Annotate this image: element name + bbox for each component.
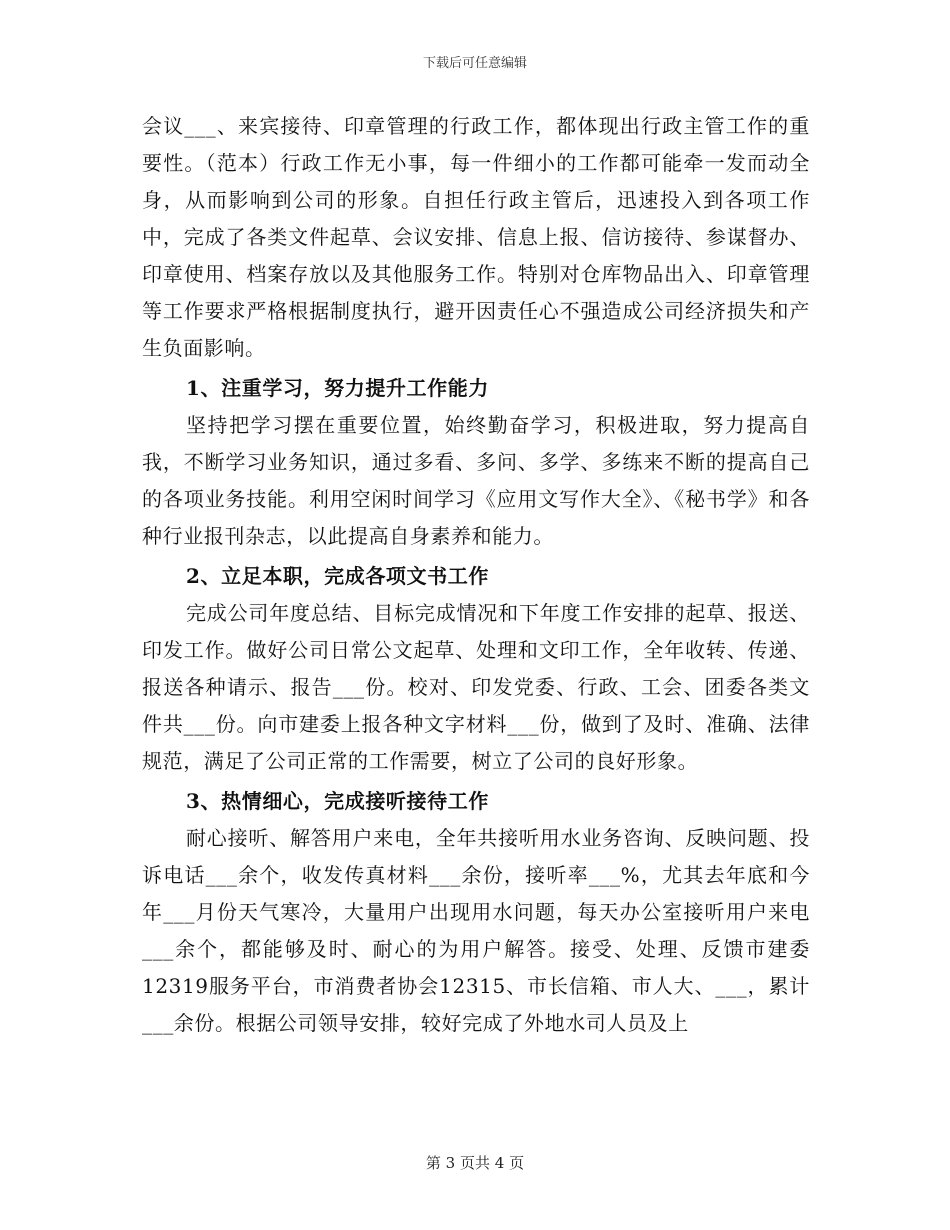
page-footer: 第 3 页共 4 页: [425, 1154, 525, 1172]
section-heading-2: 2、立足本职，完成各项文书工作: [186, 564, 489, 588]
paragraph-section-1: 坚持把学习摆在重要位置，始终勤奋学习，积极进取，努力提高自我，不断学习业务知识，通过多看、多问、多学、多练来不断的提高自己的各项业务技能。利用空闲时间学习《应用文写作大全》、《秘书学》和各种行业报刊杂志，以此提高自身素养和能力。: [142, 413, 810, 548]
document-body: [142, 108, 810, 1042]
page-header: 下载后可任意编辑: [422, 56, 527, 71]
paragraph-section-3: 耐心接听、解答用户来电，全年共接听用水业务咨询、反映问题、投诉电话___余个，收发传真材料___余份，接听率___%，尤其去年底和今年___月份天气寒冷，大量用户出现用水问题，每天办公室接听用户来电___余个，都能够及时、耐心的为用户解答。接受、处理、反馈市建委12319服务平台，市消费者协会12315、市长信箱、市人大、___，累计___余份。根据公司领导安排，较好完成了外地水司人员及上: [142, 826, 810, 1035]
paragraph-section-2: 完成公司年度总结、目标完成情况和下年度工作安排的起草、报送、印发工作。做好公司日常公文起草、处理和文印工作，全年收转、传递、报送各种请示、报告___份。校对、印发党委、行政、工会、团委各类文件共___份。向市建委上报各种文字材料___份，做到了及时、准确、法律规范，满足了公司正常的工作需要，树立了公司的良好形象。: [142, 601, 810, 773]
section-heading-3: 3、热情细心，完成接听接待工作: [186, 789, 489, 813]
paragraph-intro: 会议___、来宾接待、印章管理的行政工作，都体现出行政主管工作的重要性。（范本）行政工作无小事，每一件细小的工作都可能牵一发而动全身，从而影响到公司的形象。自担任行政主管后，迅速投入到各项工作中，完成了各类文件起草、会议安排、信息上报、信访接待、参谋督办、印章使用、档案存放以及其他服务工作。特别对仓库物品出入、印章管理等工作要求严格根据制度执行，避开因责任心不强造成公司经济损失和产生负面影响。: [142, 114, 810, 360]
section-heading-1: 1、注重学习，努力提升工作能力: [186, 376, 489, 400]
